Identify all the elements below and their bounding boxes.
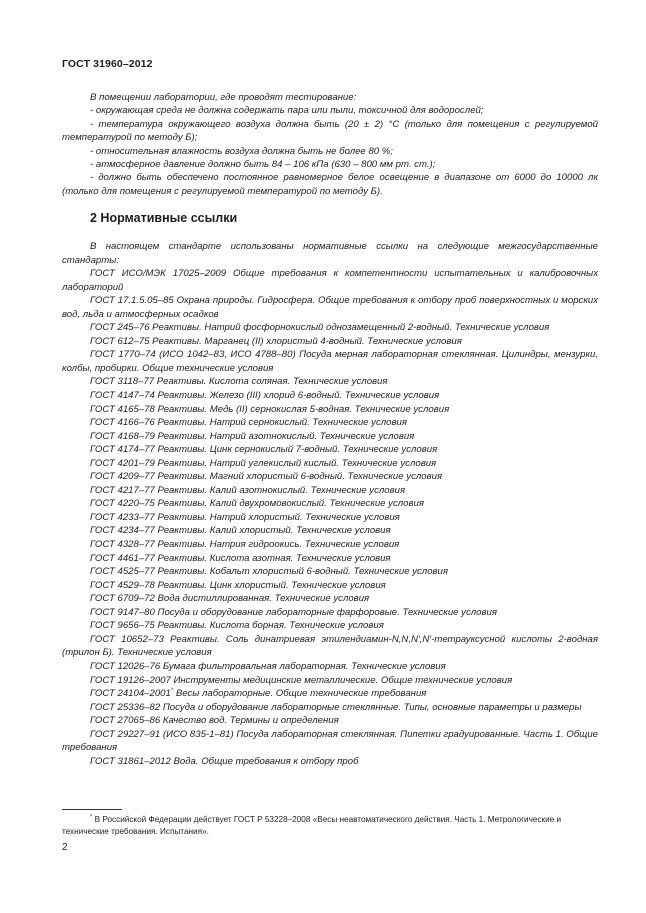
reference-item: ГОСТ 4165–78 Реактивы. Медь (II) сернокислая 5-водная. Технические условия (90, 403, 450, 415)
reference-item: ГОСТ 9656–75 Реактивы. Кислота борная. Технические условия (90, 620, 384, 632)
reference-item: ГОСТ 4328–77 Реактивы. Натрия гидроокись. Технические условия (90, 539, 400, 551)
section-intro: В настоящем стандарте использованы нормативные ссылки на следующие межгосударственные стандарты: (62, 241, 598, 266)
reference-item: ГОСТ 4147–74 Реактивы. Железо (III) хлорид 6-водный. Технические условия (90, 390, 440, 402)
document-header: ГОСТ 31960–2012 (62, 58, 153, 70)
reference-item: ГОСТ 245–76 Реактивы. Натрий фосфорнокислый однозамещенный 2-водный. Технические условия (90, 322, 550, 334)
reference-item: ГОСТ 4166–76 Реактивы. Натрий сернокислый. Технические условия (90, 417, 407, 429)
page-number: 2 (62, 842, 68, 853)
reference-item: ГОСТ 4529–78 Реактивы. Цинк хлористый. Технические условия (90, 579, 386, 591)
reference-item: ГОСТ 4220–75 Реактивы. Калий двухромовокислый. Технические условия (90, 498, 424, 510)
reference-item: ГОСТ 4233–77 Реактивы. Натрий хлористый. Технические условия (90, 511, 400, 523)
footnote-mark: * (90, 814, 93, 821)
reference-item: ГОСТ 27065–86 Качество вод. Термины и определения (90, 715, 339, 727)
reference-item: ГОСТ 6709–72 Вода дистиллированная. Технические условия (90, 593, 370, 605)
reference-item: ГОСТ 29227–91 (ИСО 835-1–81) Посуда лабораторная стеклянная. Пипетки градуированные. Часть 1. Общие требования (62, 728, 598, 754)
reference-item: ГОСТ 4461–77 Реактивы. Кислота азотная. Технические условия (90, 552, 391, 564)
reference-item-footnoted (62, 687, 598, 701)
lab-condition-item: - температура окружающего воздуха должна быть (20 ± 2) °С (только для помещения с регулируемой температурой по методу Б); (62, 118, 598, 144)
reference-item: ГОСТ 4209–77 Реактивы. Магний хлористый 6-водный. Технические условия (90, 471, 443, 483)
lab-condition-item: - относительная влажность воздуха должна быть не более 80 %; (90, 145, 393, 157)
reference-item: ГОСТ 25336–82 Посуда и оборудование лабораторные стеклянные. Типы, основные параметры и размеры (90, 701, 582, 713)
reference-item: ГОСТ 31861–2012 Вода. Общие требования к отбору проб (90, 755, 359, 767)
lab-conditions (62, 91, 598, 198)
footnote-text: В Российской Федерации действует ГОСТ Р 53228–2008 «Весы неавтоматического действия. Часть 1. Метрологические и технические требования. Испытания». (62, 815, 562, 836)
lab-condition-item: - окружающая среда не должна содержать пара или пыли, токсичной для водорослей; (90, 105, 484, 117)
normative-references (62, 240, 598, 768)
reference-item: ГОСТ 12026–76 Бумага фильтровальная лабораторная. Технические условия (90, 660, 446, 672)
reference-item: ГОСТ 4174–77 Реактивы. Цинк сернокислый 7-водный. Технические условия (90, 444, 438, 456)
reference-item: ГОСТ 4525–77 Реактивы. Кобальт хлористый 6-водный. Технические условия (90, 566, 449, 578)
footnote-divider (62, 809, 122, 810)
reference-code: ГОСТ 24104–2001 (90, 688, 171, 700)
footnote-mark: * (170, 687, 174, 694)
reference-item: ГОСТ 4217–77 Реактивы. Калий азотнокислый. Технические условия (90, 484, 406, 496)
reference-item: ГОСТ 4168–79 Реактивы. Натрий азотнокислый. Технические условия (90, 430, 415, 442)
reference-item: ГОСТ 17.1.5.05–85 Охрана природы. Гидросфера. Общие требования к отбору проб поверхностных и морских вод, льда и атмосферных осадков (62, 295, 598, 320)
lab-condition-item: - атмосферное давление должно быть 84 – 106 кПа (630 – 800 мм рт. ст.); (90, 159, 436, 171)
reference-title: Весы лабораторные. Общие технические требования (173, 688, 427, 700)
reference-item: ГОСТ 3118–77 Реактивы. Кислота соляная. Технические условия (90, 376, 388, 388)
reference-item: ГОСТ 19126–2007 Инструменты медицинские металлические. Общие технические условия (90, 674, 513, 686)
reference-item: ГОСТ 10652–73 Реактивы. Соль динатриевая этилендиамин-N,N,N′,N′-тетрауксусной кислоты 2-водная (трилон Б). Технические условия (62, 633, 598, 659)
reference-item: ГОСТ 9147–80 Посуда и оборудование лабораторные фарфоровые. Технические условия (90, 606, 497, 618)
reference-item: ГОСТ 1770–74 (ИСО 1042–83, ИСО 4788–80) Посуда мерная лабораторная стеклянная. Цилиндры, мензурки, колбы, пробирки. Общие технические условия (62, 349, 598, 374)
footnote (62, 814, 598, 838)
reference-item: ГОСТ 612–75 Реактивы. Марганец (II) хлористый 4-водный. Технические условия (90, 335, 462, 347)
lab-conditions-lead: В помещении лаборатории, где проводят тестирование: (90, 92, 357, 103)
lab-condition-item: - должно быть обеспечено постоянное равномерное белое освещение в диапазоне от 6000 до 10000 лк (только для помещения с регулируемой температурой по методу Б). (62, 172, 598, 197)
section-title: 2 Нормативные ссылки (90, 211, 238, 225)
reference-item: ГОСТ ИСО/МЭК 17025–2009 Общие требования к компетентности испытательных и калибровочных лабораторий (62, 268, 598, 293)
reference-item: ГОСТ 4234–77 Реактивы. Калий хлористый. Технические условия (90, 525, 391, 537)
reference-item: ГОСТ 4201–79 Реактивы. Натрий углекислый кислый. Технические условия (90, 457, 437, 469)
